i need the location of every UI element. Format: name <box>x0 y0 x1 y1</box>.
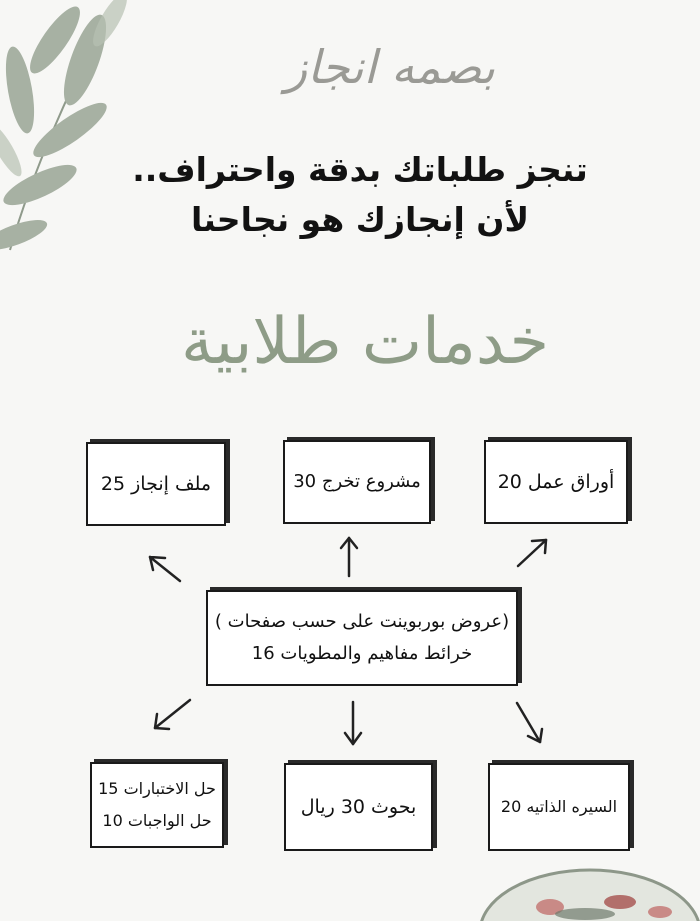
service-box-tests-homework <box>90 762 224 848</box>
service-center-line-2: خرائط مفاهيم والمطويات 16 <box>251 643 473 664</box>
tagline <box>120 145 600 245</box>
service-center-line-1: (عروض بوربوينت على حسب صفحات ) <box>214 611 510 632</box>
service-graduation-label: مشروع تخرج 30 <box>293 471 421 492</box>
service-box-portfolio <box>86 442 226 526</box>
service-cv-label: السيره الذاتيه 20 <box>500 797 618 816</box>
arrow-to-cv <box>517 703 542 742</box>
service-box-center <box>206 590 518 686</box>
arrow-to-research <box>345 702 361 744</box>
service-homework-label: حل الواجبات 10 <box>102 811 212 830</box>
service-tests-label: حل الاختبارات 15 <box>98 779 216 798</box>
service-box-graduation-project <box>283 440 431 524</box>
arrow-to-tests <box>155 700 190 729</box>
service-box-worksheets <box>484 440 628 524</box>
service-box-cv <box>488 763 630 851</box>
tagline-line-2: لأن إنجازك هو نجاحنا <box>190 200 530 239</box>
tagline-line-1: تنجز طلباتك بدقة واحتراف.. <box>132 150 588 189</box>
services-title: خدمات طلابية <box>180 305 550 379</box>
service-portfolio-label: ملف إنجاز 25 <box>100 473 212 495</box>
brand-logo: بصمه انجاز <box>284 40 496 94</box>
arrow-to-portfolio <box>150 557 180 581</box>
plate-decoration <box>470 862 700 921</box>
service-worksheets-label: أوراق عمل 20 <box>497 471 615 493</box>
service-box-research <box>284 763 433 851</box>
arrow-to-worksheets <box>518 540 546 566</box>
service-research-label: بحوث 30 ريال <box>300 796 417 818</box>
arrow-to-graduation <box>341 538 357 576</box>
